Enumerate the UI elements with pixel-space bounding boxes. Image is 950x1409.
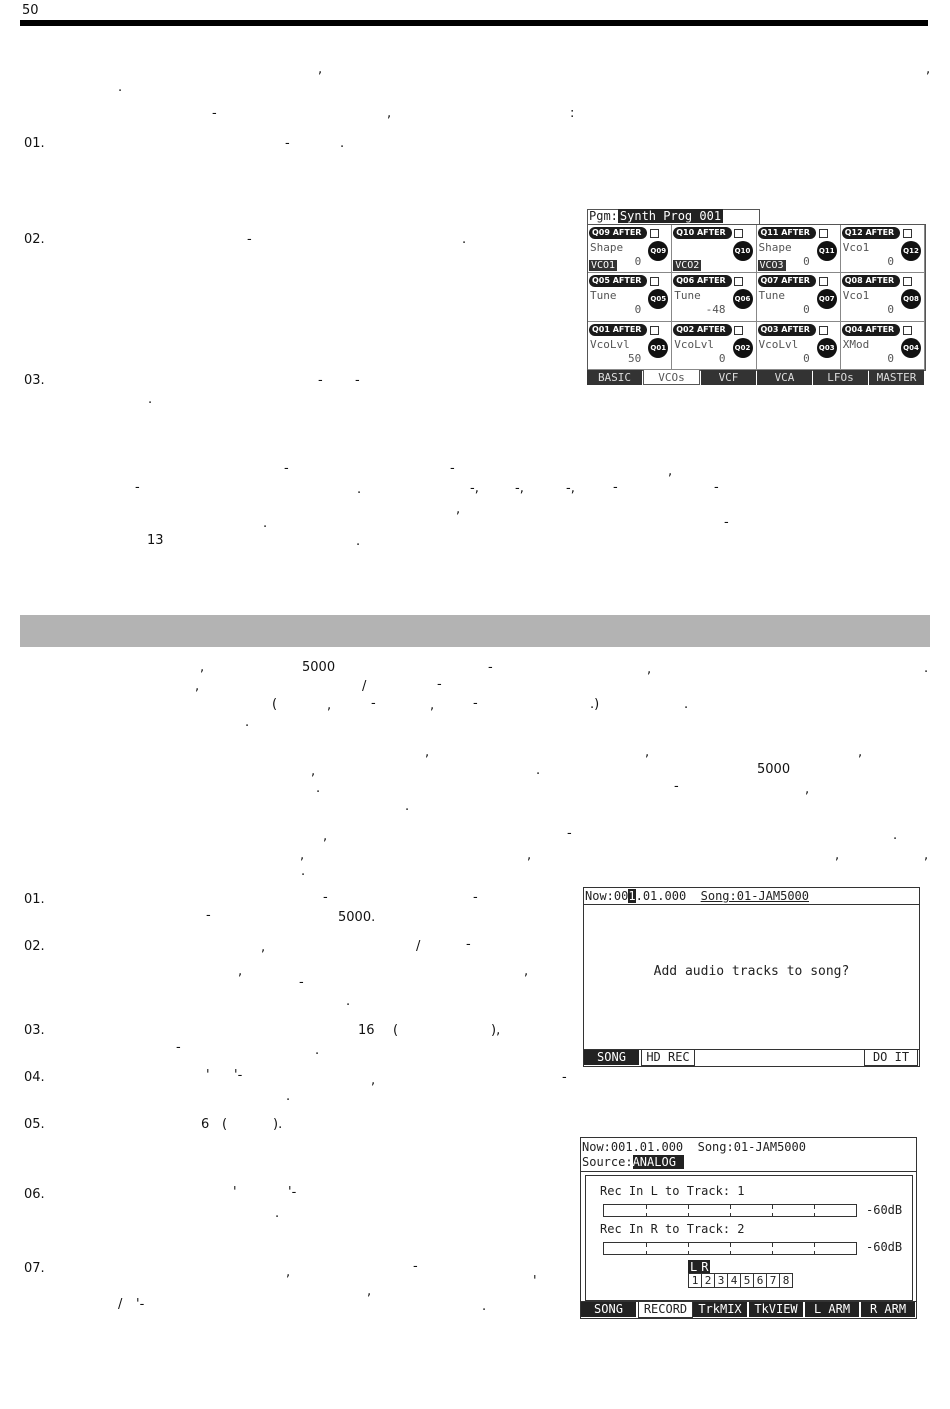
add-tracks-screen bbox=[583, 887, 920, 1067]
text-fragment: - bbox=[473, 890, 478, 905]
text-fragment: , bbox=[387, 106, 392, 121]
synth-tab[interactable]: VCF bbox=[701, 370, 756, 385]
text-fragment: - bbox=[674, 779, 679, 794]
parameter-cell[interactable] bbox=[757, 273, 841, 321]
text-fragment: , bbox=[367, 1284, 372, 1299]
soft-key-tab[interactable]: TkVIEW bbox=[749, 1302, 803, 1317]
confirm-message: Add audio tracks to song? bbox=[653, 964, 850, 979]
parameter-name: Vco1 bbox=[842, 241, 870, 254]
lcd-status-line bbox=[581, 1138, 916, 1172]
text-fragment: -, bbox=[566, 481, 575, 496]
soft-key-tab[interactable]: R ARM bbox=[861, 1302, 915, 1317]
after-label: Q05 AFTER bbox=[589, 275, 647, 287]
program-header bbox=[587, 209, 760, 224]
meter-tick bbox=[688, 1251, 689, 1254]
step-number: 04. bbox=[24, 1070, 45, 1085]
text-fragment: - bbox=[613, 480, 618, 495]
synth-tab[interactable]: VCOs bbox=[643, 370, 700, 385]
text-fragment: 5000. bbox=[338, 910, 376, 925]
parameter-grid bbox=[587, 224, 926, 371]
meter-tick bbox=[814, 1251, 815, 1254]
text-fragment: / bbox=[416, 939, 421, 954]
text-fragment: , bbox=[371, 1073, 376, 1088]
vco-tag: VCO2 bbox=[675, 260, 700, 272]
parameter-value: 0 bbox=[718, 351, 726, 365]
meter-tick bbox=[688, 1213, 689, 1216]
soft-key-tab[interactable]: SONG bbox=[581, 1302, 636, 1317]
q-knob-badge: Q07 bbox=[817, 289, 837, 309]
step-number: 05. bbox=[24, 1117, 45, 1132]
step-number: 02. bbox=[24, 939, 45, 954]
parameter-cell[interactable] bbox=[672, 225, 756, 273]
text-fragment: - bbox=[323, 890, 328, 905]
text-fragment: , bbox=[238, 964, 243, 979]
text-fragment: - bbox=[466, 937, 471, 952]
text-fragment: , bbox=[456, 502, 461, 517]
parameter-value: 0 bbox=[803, 303, 810, 317]
soft-key-song[interactable]: SONG bbox=[584, 1050, 639, 1065]
after-label: Q09 AFTER bbox=[589, 227, 647, 239]
track-button[interactable]: 8 bbox=[779, 1273, 793, 1288]
track-button[interactable]: 6 bbox=[753, 1273, 767, 1288]
checkbox-icon bbox=[650, 326, 659, 335]
text-fragment: . bbox=[482, 1299, 487, 1314]
text-fragment: - bbox=[714, 480, 719, 495]
track-button[interactable]: 1 bbox=[688, 1273, 702, 1288]
lcd-soft-keys bbox=[584, 1049, 919, 1066]
parameter-value: 50 bbox=[628, 351, 642, 365]
after-label: Q07 AFTER bbox=[758, 275, 816, 287]
text-fragment: / bbox=[362, 679, 367, 694]
text-fragment: - bbox=[450, 461, 455, 476]
meter-tick bbox=[730, 1205, 731, 1209]
text-fragment: , bbox=[200, 660, 205, 675]
text-fragment: - bbox=[567, 826, 572, 841]
parameter-value: 0 bbox=[634, 303, 642, 317]
synth-program-screen bbox=[587, 209, 925, 385]
now-position: Now:001.01.000 bbox=[582, 1140, 684, 1154]
text-fragment: , bbox=[805, 782, 810, 797]
track-selector-row bbox=[688, 1273, 792, 1288]
text-fragment: , bbox=[524, 964, 529, 979]
text-fragment: , bbox=[924, 848, 929, 863]
text-fragment: , bbox=[425, 745, 430, 760]
arm-l-label: L bbox=[690, 1260, 698, 1274]
parameter-cell[interactable] bbox=[757, 322, 841, 370]
meter-tick bbox=[646, 1243, 647, 1247]
text-fragment: - bbox=[371, 696, 376, 711]
text-fragment: / bbox=[118, 1297, 123, 1312]
text-fragment: , bbox=[647, 662, 652, 677]
text-fragment: , bbox=[645, 745, 650, 760]
text-fragment: - bbox=[724, 515, 729, 530]
lcd-soft-keys bbox=[581, 1301, 916, 1318]
text-fragment: - bbox=[473, 696, 478, 711]
rec-right-label: Rec In R to Track: 2 bbox=[600, 1222, 745, 1236]
soft-key-tab[interactable]: RECORD bbox=[638, 1302, 693, 1318]
parameter-cell[interactable] bbox=[588, 322, 672, 370]
checkbox-icon bbox=[734, 229, 743, 238]
after-label: Q12 AFTER bbox=[842, 227, 900, 239]
text-fragment: 13 bbox=[147, 533, 164, 548]
step-number: 02. bbox=[24, 232, 45, 247]
parameter-value: 0 bbox=[887, 303, 894, 317]
meter-tick bbox=[814, 1205, 815, 1209]
meter-tick bbox=[688, 1205, 689, 1209]
parameter-value: -48 bbox=[705, 303, 726, 317]
step-number: 01. bbox=[24, 136, 45, 151]
text-fragment: - bbox=[247, 232, 252, 247]
text-fragment: . bbox=[536, 763, 541, 778]
text-fragment: ' bbox=[233, 1185, 237, 1200]
parameter-value: 0 bbox=[634, 255, 642, 268]
text-fragment: , bbox=[311, 764, 316, 779]
after-label: Q02 AFTER bbox=[673, 324, 731, 336]
after-label: Q08 AFTER bbox=[842, 275, 900, 287]
text-fragment: . bbox=[316, 781, 321, 796]
text-fragment: , bbox=[527, 848, 532, 863]
step-number: 07. bbox=[24, 1261, 45, 1276]
soft-key-tab[interactable]: TrkMIX bbox=[693, 1302, 747, 1317]
text-fragment: . bbox=[356, 534, 361, 549]
parameter-name: Shape bbox=[590, 241, 624, 254]
checkbox-icon bbox=[903, 229, 912, 238]
parameter-value: 0 bbox=[803, 255, 810, 268]
text-fragment: .) bbox=[590, 697, 600, 712]
text-fragment: . bbox=[301, 864, 306, 879]
text-fragment: . bbox=[263, 516, 268, 531]
text-fragment: - bbox=[355, 373, 360, 388]
rec-left-label: Rec In L to Track: 1 bbox=[600, 1184, 745, 1198]
track-button[interactable]: 3 bbox=[714, 1273, 728, 1288]
text-fragment: 5000 bbox=[757, 762, 791, 777]
step-number: 01. bbox=[24, 892, 45, 907]
text-fragment: - bbox=[413, 1259, 418, 1274]
text-fragment: . bbox=[924, 661, 929, 676]
now-rest: .01.000 bbox=[635, 889, 687, 903]
parameter-name: Shape bbox=[758, 241, 792, 254]
text-fragment: ' bbox=[533, 1274, 537, 1289]
song-name: Song:01-JAM5000 bbox=[700, 889, 809, 903]
q-knob-badge: Q01 bbox=[648, 338, 668, 358]
parameter-name: XMod bbox=[842, 337, 870, 351]
checkbox-icon bbox=[903, 277, 912, 286]
text-fragment: 6 bbox=[201, 1117, 210, 1132]
text-fragment: . bbox=[346, 994, 351, 1009]
meter-tick bbox=[772, 1205, 773, 1209]
checkbox-icon bbox=[819, 326, 828, 335]
q-knob-badge: Q12 bbox=[901, 241, 921, 261]
q-knob-badge: Q11 bbox=[817, 241, 837, 261]
after-label: Q03 AFTER bbox=[758, 324, 816, 336]
parameter-cell[interactable] bbox=[672, 273, 756, 321]
text-fragment: . bbox=[275, 1206, 280, 1221]
meter-tick bbox=[688, 1243, 689, 1247]
text-fragment: - bbox=[318, 373, 323, 388]
checkbox-icon bbox=[734, 326, 743, 335]
text-fragment: , bbox=[195, 679, 200, 694]
soft-key-tab[interactable]: L ARM bbox=[805, 1302, 859, 1317]
q-knob-badge: Q04 bbox=[901, 338, 921, 358]
parameter-name: Vco1 bbox=[842, 289, 870, 303]
track-button[interactable]: 2 bbox=[701, 1273, 715, 1288]
text-fragment: . bbox=[405, 799, 410, 814]
after-label: Q10 AFTER bbox=[673, 227, 731, 239]
source-label: Source: bbox=[582, 1155, 633, 1169]
text-fragment: , bbox=[926, 62, 931, 77]
synth-tab[interactable]: VCA bbox=[757, 370, 812, 385]
checkbox-icon bbox=[819, 277, 828, 286]
arm-r-label: R bbox=[701, 1260, 709, 1274]
synth-tab[interactable]: LFOs bbox=[813, 370, 868, 385]
text-fragment: ' bbox=[206, 1068, 210, 1083]
parameter-name: VcoLvl bbox=[674, 337, 714, 351]
track-button[interactable]: 5 bbox=[740, 1273, 754, 1288]
text-fragment: , bbox=[286, 1265, 291, 1280]
checkbox-icon bbox=[650, 229, 659, 238]
now-cursor-highlight: 1 bbox=[628, 889, 636, 903]
meter-tick bbox=[730, 1243, 731, 1247]
left-db-readout: -60dB bbox=[866, 1203, 903, 1217]
parameter-name: Tune bbox=[674, 289, 701, 303]
q-knob-badge: Q05 bbox=[648, 289, 668, 309]
text-fragment: - bbox=[212, 106, 217, 121]
meter-tick bbox=[772, 1243, 773, 1247]
program-label: Pgm: bbox=[589, 209, 618, 223]
text-fragment: , bbox=[668, 464, 673, 479]
after-label: Q01 AFTER bbox=[589, 324, 647, 336]
checkbox-icon bbox=[903, 326, 912, 335]
text-fragment: : bbox=[570, 106, 575, 121]
parameter-name: VcoLvl bbox=[758, 337, 799, 351]
q-knob-badge: Q02 bbox=[733, 338, 753, 358]
q-knob-badge: Q08 bbox=[901, 289, 921, 309]
meter-tick bbox=[646, 1251, 647, 1254]
parameter-value: 0 bbox=[803, 351, 810, 365]
left-level-meter bbox=[603, 1204, 857, 1217]
parameter-value: 0 bbox=[887, 255, 894, 268]
meter-tick bbox=[772, 1251, 773, 1254]
meter-tick bbox=[730, 1251, 731, 1254]
vco-tag: VCO3 bbox=[759, 260, 784, 272]
soft-key-hd-rec[interactable]: HD REC bbox=[641, 1050, 695, 1066]
text-fragment: , bbox=[835, 848, 840, 863]
text-fragment: . bbox=[245, 715, 250, 730]
text-fragment: - bbox=[562, 1070, 567, 1085]
text-fragment: ), bbox=[491, 1023, 501, 1038]
checkbox-icon bbox=[734, 277, 743, 286]
q-knob-badge: Q06 bbox=[733, 289, 753, 309]
meter-tick bbox=[814, 1243, 815, 1247]
meter-tick bbox=[772, 1213, 773, 1216]
parameter-cell[interactable] bbox=[672, 322, 756, 370]
text-fragment: , bbox=[430, 698, 435, 713]
parameter-cell[interactable] bbox=[841, 225, 925, 273]
song-name: Song:01-JAM5000 bbox=[697, 1140, 806, 1154]
text-fragment: 5000 bbox=[302, 660, 336, 675]
text-fragment: ( bbox=[222, 1117, 228, 1132]
after-label: Q04 AFTER bbox=[842, 324, 900, 336]
text-fragment: . bbox=[462, 232, 467, 247]
after-label: Q11 AFTER bbox=[758, 227, 816, 239]
parameter-name: Tune bbox=[590, 289, 617, 303]
text-fragment: '- bbox=[234, 1068, 243, 1083]
text-fragment: ( bbox=[272, 697, 278, 712]
text-fragment: . bbox=[340, 136, 345, 151]
text-fragment: - bbox=[206, 908, 211, 923]
text-fragment: '- bbox=[136, 1297, 145, 1312]
meter-tick bbox=[646, 1213, 647, 1216]
parameter-cell[interactable] bbox=[588, 273, 672, 321]
synth-tab[interactable]: BASIC bbox=[587, 370, 642, 385]
text-fragment: . bbox=[286, 1089, 291, 1104]
text-fragment: , bbox=[327, 698, 332, 713]
text-fragment: ( bbox=[393, 1023, 399, 1038]
vco-tag: VCO1 bbox=[591, 260, 616, 272]
step-number: 06. bbox=[24, 1187, 45, 1202]
text-fragment: , bbox=[858, 745, 863, 760]
text-fragment: - bbox=[437, 677, 442, 692]
text-fragment: - bbox=[299, 975, 304, 990]
checkbox-icon bbox=[650, 277, 659, 286]
text-fragment: - bbox=[488, 660, 493, 675]
source-value[interactable]: ANALOG bbox=[633, 1155, 684, 1169]
text-fragment: . bbox=[893, 828, 898, 843]
step-number: 03. bbox=[24, 1023, 45, 1038]
now-cursor: 00 bbox=[613, 889, 629, 903]
meter-tick bbox=[646, 1205, 647, 1209]
page-number: 50 bbox=[22, 3, 39, 18]
q-knob-badge: Q10 bbox=[733, 241, 753, 261]
record-screen bbox=[580, 1137, 917, 1319]
parameter-cell[interactable] bbox=[588, 225, 672, 273]
step-number: 03. bbox=[24, 373, 45, 388]
parameter-cell[interactable] bbox=[841, 322, 925, 370]
text-fragment: , bbox=[261, 940, 266, 955]
text-fragment: . bbox=[118, 80, 123, 95]
text-fragment: -, bbox=[515, 481, 524, 496]
parameter-cell[interactable] bbox=[841, 273, 925, 321]
section-heading-bar bbox=[20, 615, 930, 647]
text-fragment: ). bbox=[273, 1117, 283, 1132]
text-fragment: . bbox=[684, 697, 689, 712]
after-label: Q06 AFTER bbox=[673, 275, 731, 287]
synth-tab-bar bbox=[587, 370, 925, 385]
text-fragment: , bbox=[318, 62, 323, 77]
text-fragment: '- bbox=[288, 1185, 297, 1200]
text-fragment: , bbox=[300, 848, 305, 863]
track-button[interactable]: 4 bbox=[727, 1273, 741, 1288]
q-knob-badge: Q09 bbox=[648, 241, 668, 261]
meter-tick bbox=[730, 1213, 731, 1216]
header-rule bbox=[20, 20, 928, 26]
do-it-button[interactable]: DO IT bbox=[864, 1050, 918, 1066]
text-fragment: , bbox=[323, 829, 328, 844]
text-fragment: 16 bbox=[358, 1023, 375, 1038]
parameter-value: 0 bbox=[887, 351, 894, 365]
text-fragment: - bbox=[284, 461, 289, 476]
parameter-cell[interactable] bbox=[757, 225, 841, 273]
parameter-name: Tune bbox=[758, 289, 785, 303]
program-name: Synth Prog 001 bbox=[619, 209, 722, 223]
text-fragment: . bbox=[148, 392, 153, 407]
now-label: Now: bbox=[585, 889, 614, 903]
text-fragment: - bbox=[135, 480, 140, 495]
meter-tick bbox=[814, 1213, 815, 1216]
text-fragment: -, bbox=[470, 481, 479, 496]
synth-tab[interactable]: MASTER bbox=[869, 370, 924, 385]
right-level-meter bbox=[603, 1242, 857, 1255]
text-fragment: . bbox=[357, 482, 362, 497]
checkbox-icon bbox=[819, 229, 828, 238]
parameter-name: VcoLvl bbox=[590, 337, 630, 351]
lcd-status-line bbox=[584, 888, 920, 905]
q-knob-badge: Q03 bbox=[817, 338, 837, 358]
right-db-readout: -60dB bbox=[866, 1240, 903, 1254]
text-fragment: - bbox=[285, 136, 290, 151]
text-fragment: . bbox=[315, 1043, 320, 1058]
track-button[interactable]: 7 bbox=[766, 1273, 780, 1288]
text-fragment: - bbox=[176, 1040, 181, 1055]
arm-lr-indicator bbox=[688, 1260, 710, 1274]
